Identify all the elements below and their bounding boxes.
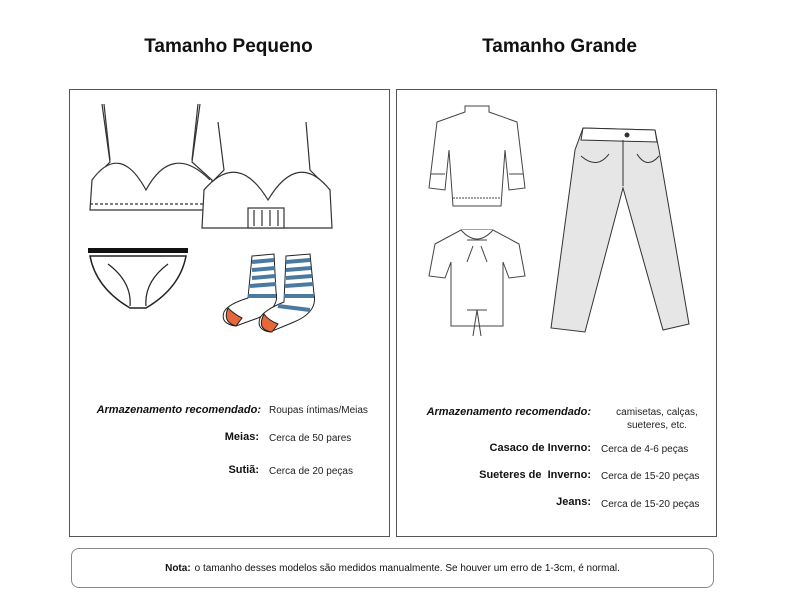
small-size-panel (69, 89, 390, 537)
bra-label: Sutiã: (228, 464, 259, 476)
socks-illustration (218, 252, 328, 352)
small-size-title: Tamanho Pequeno (144, 36, 313, 57)
socks-value: Cerca de 50 pares (269, 433, 352, 444)
winter-coat-value: Cerca de 4-6 peças (601, 444, 689, 455)
winter-coat-label: Casaco de Inverno: (489, 442, 591, 454)
underwear-illustration (88, 248, 192, 312)
note-label: Nota: (165, 562, 191, 574)
size-note (71, 548, 714, 588)
bra-back-illustration (198, 120, 338, 230)
blouse-illustration (427, 226, 527, 341)
socks-label: Meias: (224, 431, 259, 443)
sweater-illustration (427, 102, 527, 212)
recommended-storage-label: Armazenamento recomendado: (426, 406, 591, 418)
jeans-label: Jeans: (556, 496, 591, 508)
winter-sweaters-label: Sueteres de Inverno: (479, 469, 591, 481)
winter-sweaters-value: Cerca de 15-20 peças (601, 471, 700, 482)
recommended-storage-label: Armazenamento recomendado: (96, 404, 261, 416)
jeans-value: Cerca de 15-20 peças (601, 499, 700, 510)
note-text: o tamanho desses modelos são medidos manualmente. Se houver um erro de 1-3cm, é normal. (194, 562, 620, 574)
large-size-panel (396, 89, 717, 537)
recommended-storage-value: Roupas íntimas/Meias (269, 405, 368, 416)
recommended-storage-value: camisetas, calças, sueteres, etc. (616, 407, 698, 431)
pants-illustration (547, 126, 695, 336)
bra-value: Cerca de 20 peças (269, 466, 353, 477)
large-size-title: Tamanho Grande (482, 36, 637, 57)
